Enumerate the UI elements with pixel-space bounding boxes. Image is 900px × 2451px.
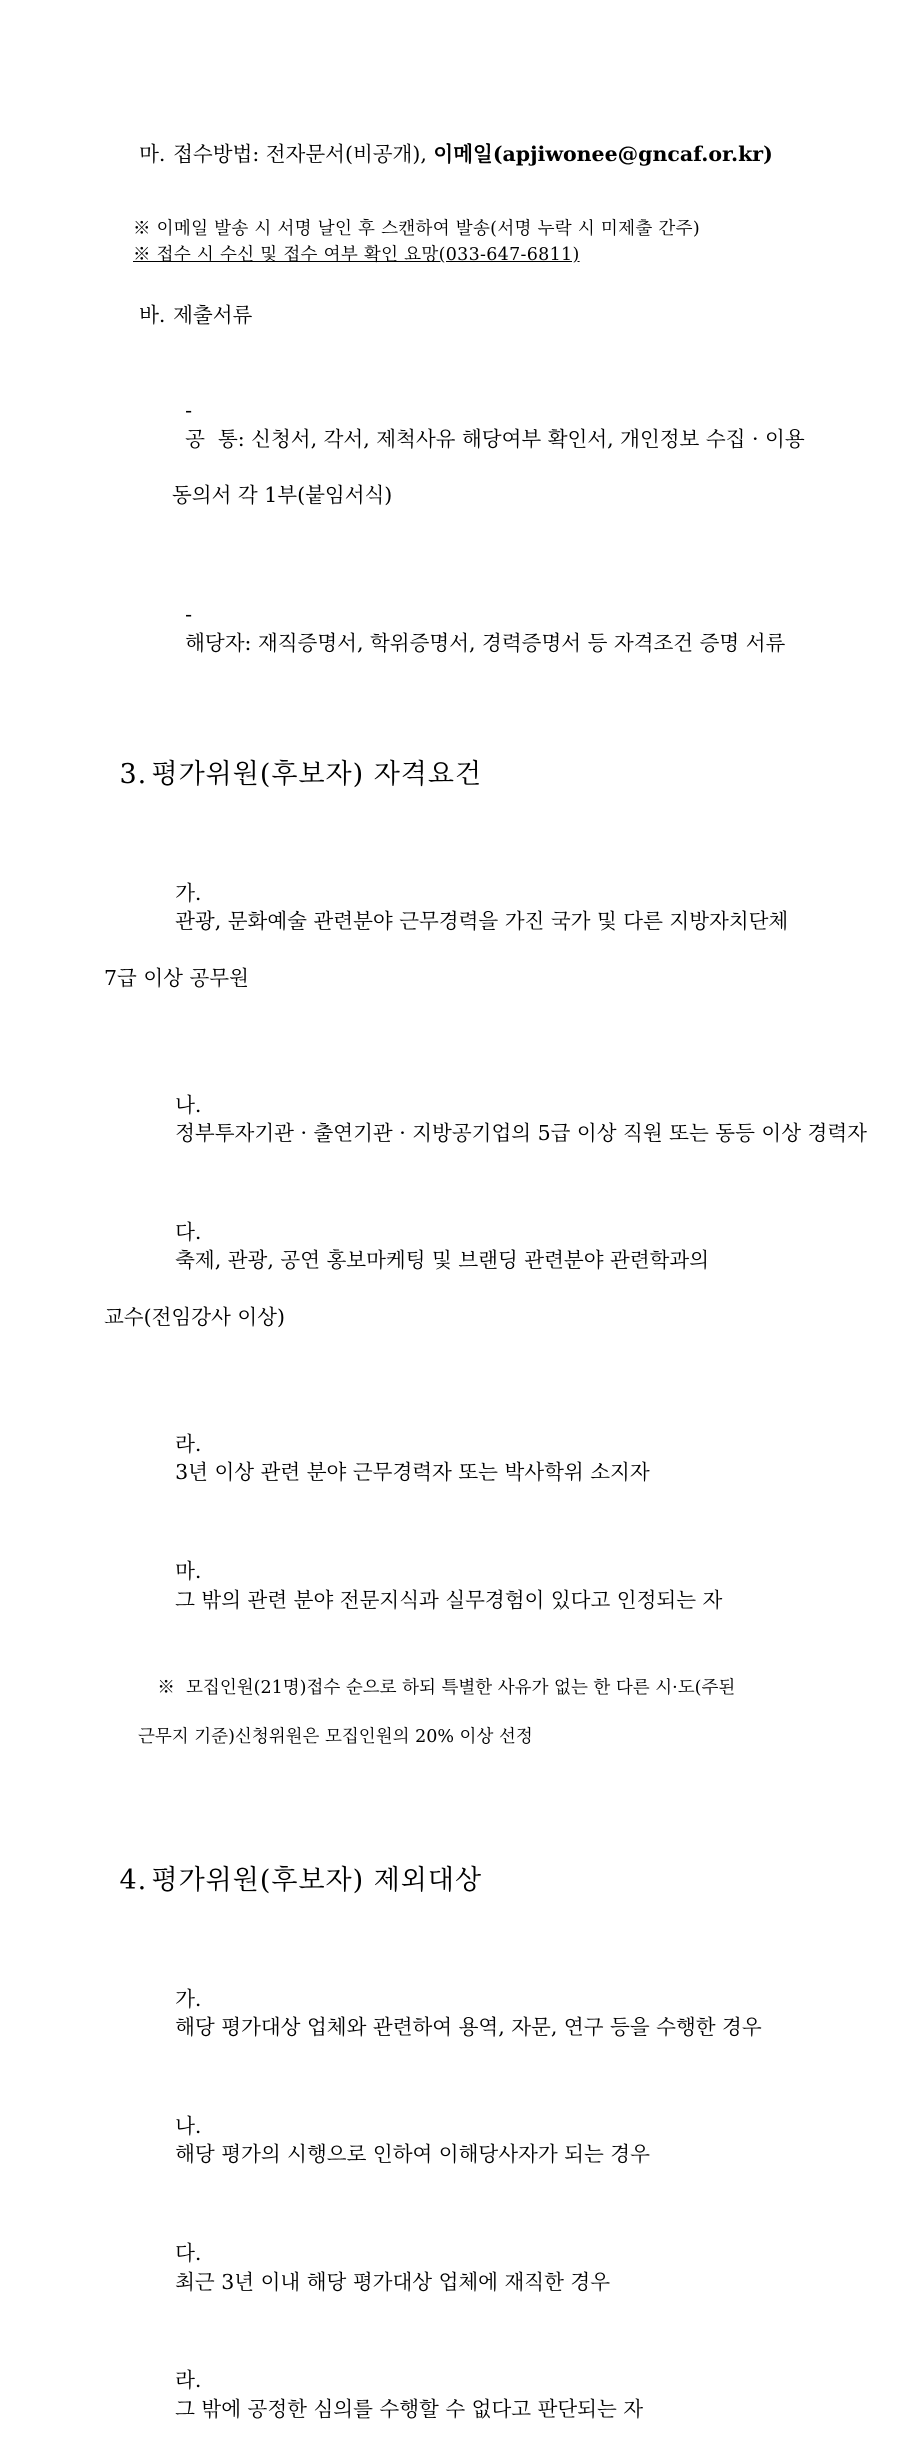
section-4-item-3 (104, 2338, 900, 2451)
section-4-number: 4. (119, 1865, 148, 1897)
section-3-item-0-cont: 7급 이상 공무원 (104, 965, 249, 990)
section-3-item-2-cont: 교수(전임강사 이상) (104, 1305, 285, 1330)
section-3-item-3-text: 3년 이상 관련 분야 근무경력자 또는 박사학위 소지자 (175, 1460, 650, 1485)
list-marker-na: 나. (175, 1093, 202, 1118)
top-spacer (0, 0, 900, 112)
section-3-heading (62, 719, 900, 831)
list-marker-ba: 바. (139, 303, 166, 328)
submission-documents-line (100, 273, 900, 358)
list-marker-ra: 라. (175, 1432, 202, 1457)
section-3-item-2-text: 축제, 관광, 공연 홍보마케팅 및 브랜딩 관련분야 관련학과의 (175, 1248, 710, 1273)
submission-applicable-item (124, 572, 900, 685)
list-marker-ra-2: 라. (175, 2368, 202, 2393)
section-3-item-0-text: 관광, 문화예술 관련분야 근무경력을 가진 국가 및 다른 지방자치단체 (175, 909, 789, 934)
receipt-email: 이메일(apjiwonee@gncaf.or.kr) (433, 142, 773, 167)
submission-documents-text: 제출서류 (173, 303, 253, 328)
list-marker-da: 다. (175, 1220, 202, 1245)
section-3-note-line1: ※ 모집인원(21명)접수 순으로 하되 특별한 사유가 없는 한 다른 시·도(주된 (157, 1678, 736, 1699)
section-4-heading (62, 1825, 900, 1937)
submission-applicable-text: 해당자: 재직증명서, 학위증명서, 경력증명서 등 자격조건 증명 서류 (185, 630, 786, 655)
section-3-item-2 (104, 1190, 866, 1388)
submission-common-text: 신청서, 각서, 제척사유 해당여부 확인서, 개인정보 수집 · 이용 (244, 426, 805, 451)
section-4-item-0-text: 해당 평가대상 업체와 관련하여 용역, 자문, 연구 등을 수행한 경우 (175, 2015, 762, 2040)
list-marker-na-2: 나. (175, 2114, 202, 2139)
section-3-note (124, 1652, 824, 1797)
list-marker-ga-2: 가. (175, 1987, 202, 2011)
receipt-method-text: 접수방법: 전자문서(비공개), (173, 142, 434, 167)
list-marker-ma: 마. (139, 142, 166, 167)
dash-marker-1: - (185, 398, 193, 423)
section-3-title: 평가위원(후보자) 자격요건 (151, 759, 483, 791)
section-3-number: 3. (119, 759, 148, 791)
note-receipt-confirm: ※ 접수 시 수신 및 접수 여부 확인 요망(033-647-6811) (133, 244, 580, 265)
section-3-item-1-text: 정부투자기관 · 출연기관 · 지방공기업의 5급 이상 직원 또는 동등 이상 경력자 (175, 1121, 867, 1146)
section-3-item-0 (104, 851, 866, 1049)
section-3-item-1 (104, 1063, 900, 1176)
section-3-item-4 (104, 1529, 866, 1642)
dash-marker-2: - (185, 602, 193, 627)
section-4-item-2 (104, 2211, 900, 2324)
note-email-signature: ※ 이메일 발송 시 서명 날인 후 스캔하여 발송(서명 누락 시 미제출 간주) (133, 218, 700, 239)
section-4-item-3-text: 그 밖에 공정한 심의를 수행할 수 없다고 판단되는 자 (175, 2396, 644, 2421)
list-marker-ma-2: 마. (175, 1559, 202, 1584)
section-3-note-line2: 근무지 기준)신청위원은 모집인원의 20% 이상 선정 (138, 1726, 533, 1747)
section-3-item-4-text: 그 밖의 관련 분야 전문지식과 실무경험이 있다고 인정되는 자 (175, 1587, 723, 1612)
section-4-title: 평가위원(후보자) 제외대상 (151, 1865, 483, 1897)
list-marker-da-2: 다. (175, 2241, 202, 2266)
receipt-method-line (100, 112, 900, 197)
submission-common-item (124, 368, 900, 566)
section-4-item-0 (104, 1957, 900, 2070)
list-marker-ga: 가. (175, 881, 202, 906)
section-4-item-1 (104, 2084, 900, 2197)
submission-common-cont: 동의서 각 1부(붙임서식) (172, 483, 393, 508)
section-3-item-3 (104, 1402, 900, 1515)
section-4-item-1-text: 해당 평가의 시행으로 인하여 이해당사자가 되는 경우 (175, 2142, 650, 2167)
section-4-item-2-text: 최근 3년 이내 해당 평가대상 업체에 재직한 경우 (175, 2269, 611, 2294)
submission-common-label: 공 통: (185, 426, 245, 451)
